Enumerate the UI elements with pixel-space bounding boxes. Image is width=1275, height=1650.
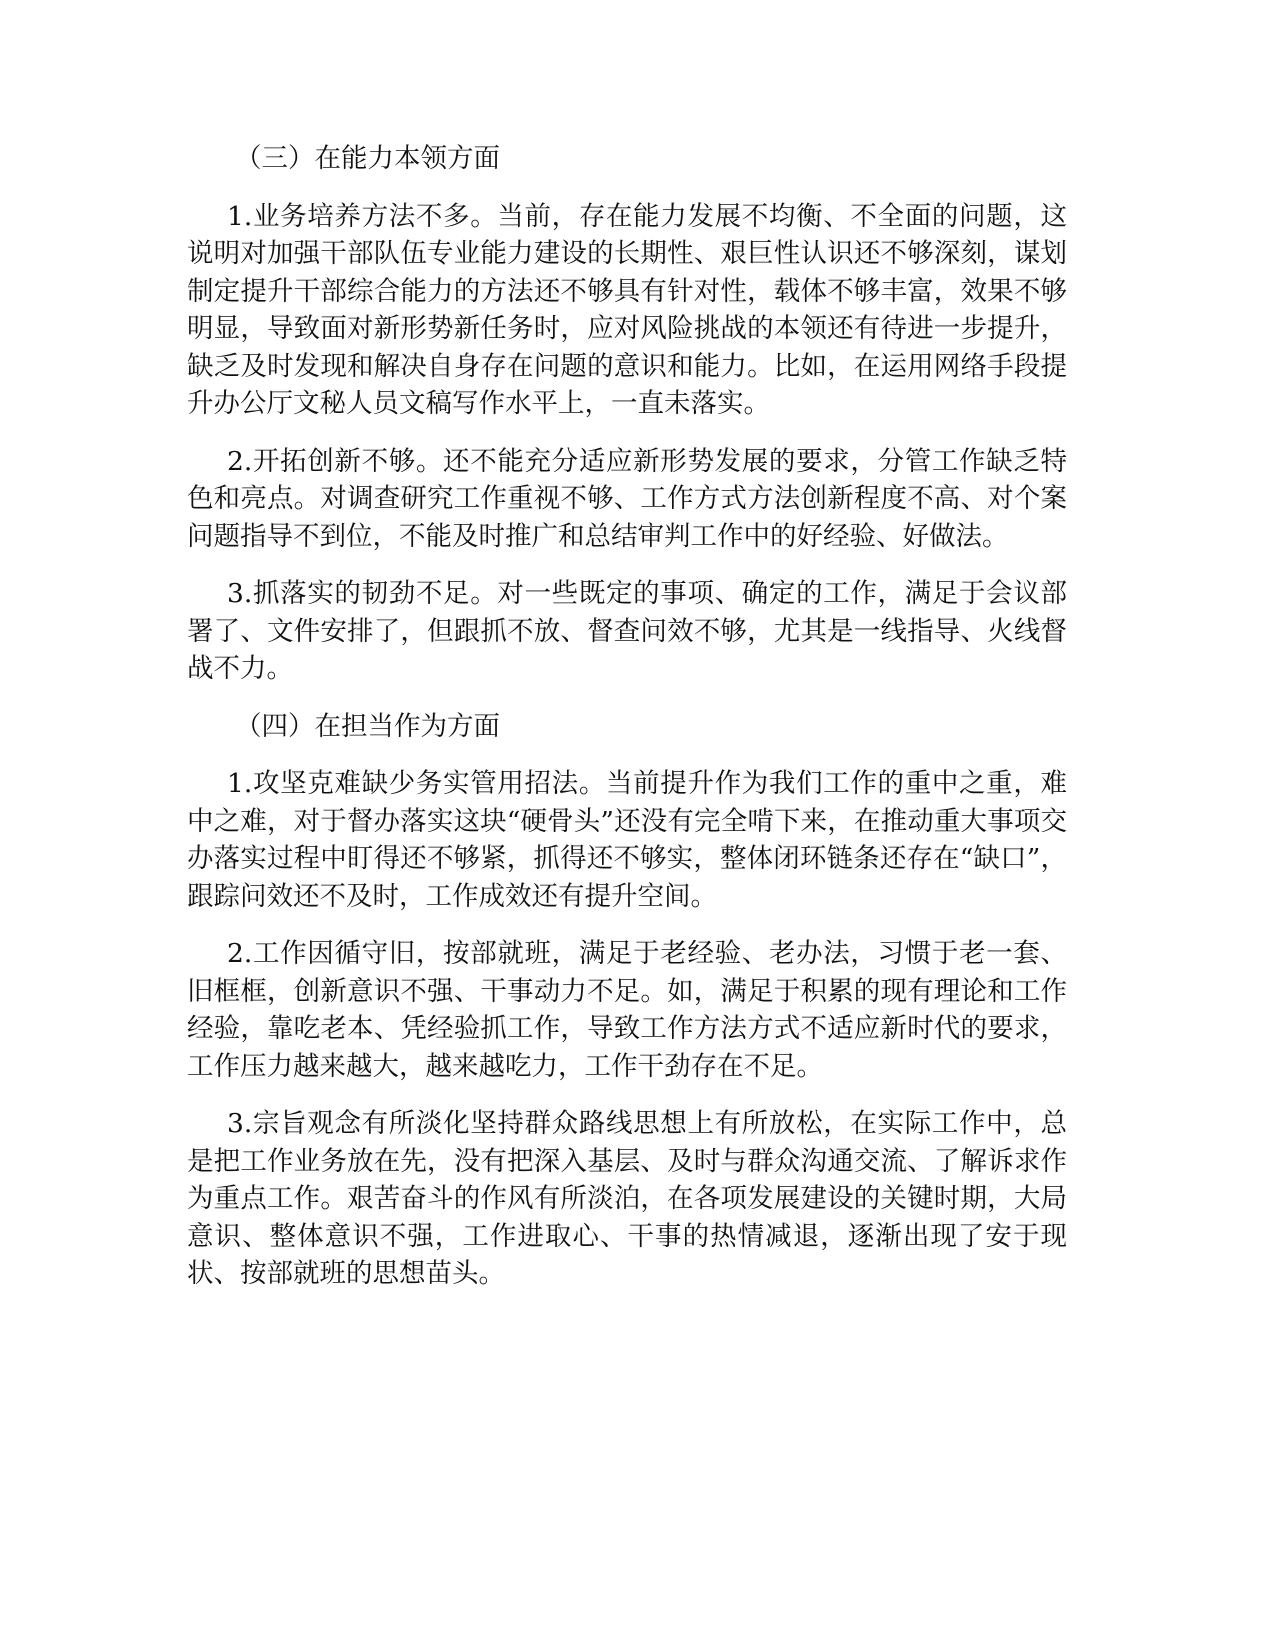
section-heading-ability: （三）在能力本领方面 xyxy=(235,143,500,174)
document-body xyxy=(187,140,1067,1313)
paragraph-responsibility-2: 2.工作因循守旧，按部就班，满足于老经验、老办法，习惯于老一套、旧框框，创新意识不强、干事动力不足。如，满足于积累的现有理论和工作经验，靠吃老本、凭经验抓工作，导致工作方法方式不适应新时代的要求，工作压力越来越大，越来越吃力，工作干劲存在不足。 xyxy=(187,938,1067,1082)
section-heading-responsibility: （四）在担当作为方面 xyxy=(235,710,500,742)
paragraph-ability-1: 1.业务培养方法不多。当前，存在能力发展不均衡、不全面的问题，这说明对加强干部队伍专业能力建设的长期性、艰巨性认识还不够深刻，谋划制定提升干部综合能力的方法还不够具有针对性，载体不够丰富，效果不够明显，导致面对新形势新任务时，应对风险挑战的本领还有待进一步提升，缺乏及时发现和解决自身存在问题的意识和能力。比如，在运用网络手段提升办公厅文秘人员文稿写作水平上，一直未落实。 xyxy=(187,200,1067,419)
paragraph-responsibility-3: 3.宗旨观念有所淡化坚持群众路线思想上有所放松，在实际工作中，总是把工作业务放在先，没有把深入基层、及时与群众沟通交流、了解诉求作为重点工作。艰苦奋斗的作风有所淡泊，在各项发展建设的关键时期，大局意识、整体意识不强，工作进取心、干事的热情减退，逐渐出现了安于现状、按部就班的思想苗头。 xyxy=(187,1108,1067,1289)
paragraph-ability-3: 3.抓落实的韧劲不足。对一些既定的事项、确定的工作，满足于会议部署了、文件安排了，但跟抓不放、督查问效不够，尤其是一线指导、火线督战不力。 xyxy=(187,578,1067,684)
paragraph-responsibility-1: 1.攻坚克难缺少务实管用招法。当前提升作为我们工作的重中之重，难中之难，对于督办落实这块“硬骨头”还没有完全啃下来，在推动重大事项交办落实过程中盯得还不够紧，抓得还不够实，整体闭环链条还存在“缺口”，跟踪问效还不及时，工作成效还有提升空间。 xyxy=(187,768,1067,912)
paragraph-ability-2: 2.开拓创新不够。还不能充分适应新形势发展的要求，分管工作缺乏特色和亮点。对调查研究工作重视不够、工作方式方法创新程度不高、对个案问题指导不到位，不能及时推广和总结审判工作中的好经验、好做法。 xyxy=(187,445,1067,552)
